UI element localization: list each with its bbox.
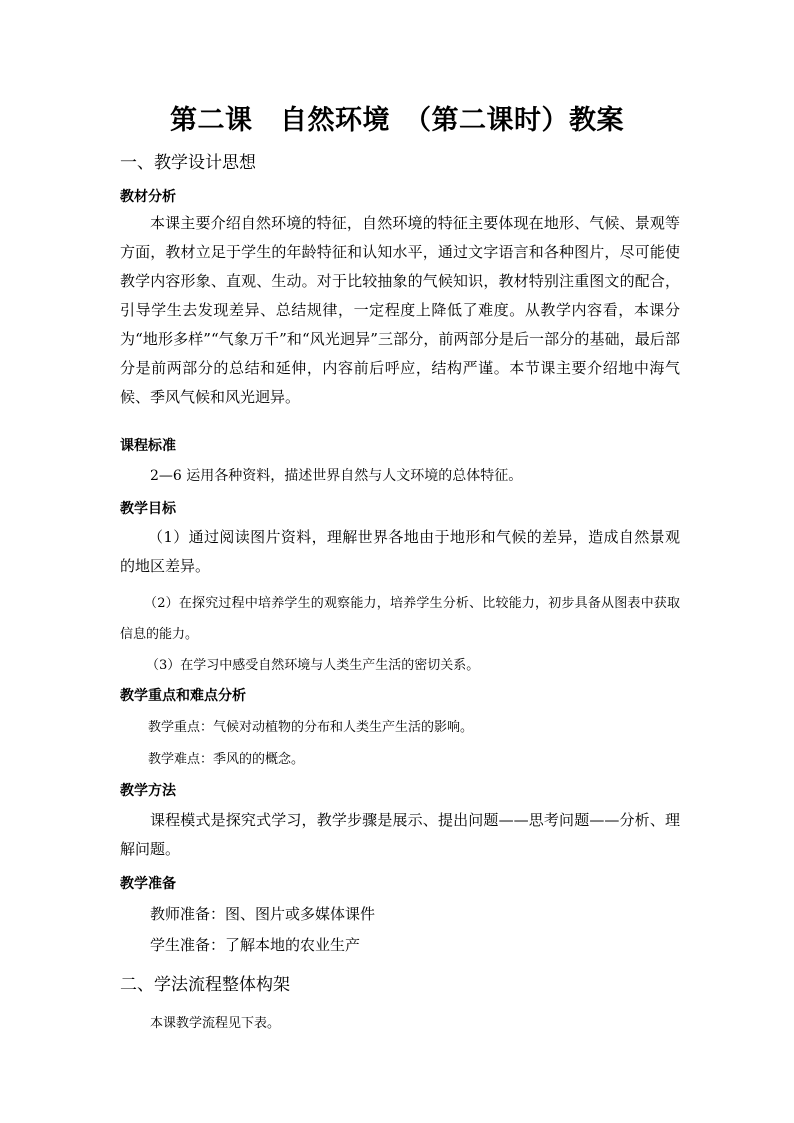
goal-2: （2）在探究过程中培养学生的观察能力，培养学生分析、比较能力，初步具备从图表中获取信息的能力。 (120, 596, 680, 642)
heading-teaching-goals: 教学目标 (120, 501, 176, 517)
section-heading-design: 一、教学设计思想 (120, 153, 256, 173)
curriculum-standard-text: 2—6 运用各种资料，描述世界自然与人文环境的总体特征。 (150, 468, 523, 484)
section-heading-flow: 二、学法流程整体构架 (120, 975, 290, 995)
page-title: 第二课 自然环境 （第二课时）教案 (170, 105, 624, 136)
teaching-difficulty: 教学难点：季风的的概念。 (148, 752, 305, 767)
goal-1: （1）通过阅读图片资料，理解世界各地由于地形和气候的差异，造成自然景观的地区差异。 (120, 528, 680, 575)
heading-material-analysis: 教材分析 (120, 189, 176, 205)
goal-3: （3）在学习中感受自然环境与人类生产生活的密切关系。 (146, 658, 480, 673)
teaching-method-text: 课程模式是探究式学习，教学步骤是展示、提出问题——思考问题——分析、理解问题。 (120, 811, 680, 858)
heading-curriculum-standard: 课程标准 (120, 438, 176, 454)
heading-teaching-preparation: 教学准备 (120, 876, 176, 892)
teacher-preparation: 教师准备：图、图片或多媒体课件 (150, 905, 376, 923)
heading-teaching-method: 教学方法 (120, 783, 176, 799)
heading-keypoints: 教学重点和难点分析 (120, 688, 246, 704)
flow-text: 本课教学流程见下表。 (150, 1016, 281, 1031)
student-preparation: 学生准备：了解本地的农业生产 (150, 936, 361, 954)
teaching-keypoint: 教学重点：气候对动植物的分布和人类生产生活的影响。 (148, 720, 474, 735)
material-analysis-paragraph: 本课主要介绍自然环境的特征，自然环境的特征主要体现在地形、气候、景观等方面，教材立足于学生的年龄特征和认知水平，通过文字语言和各种图片，尽可能使教学内容形象、直观、生动。对于比较抽象的气候知识，教材特别注重图文的配合，引导学生去发现差异、总结规律，一定程度上降低了难度。从教学内容看，本课分为“地形多样”“气象万千”和“风光迥异”三部分，前两部分是后一部分的基础，最后部分是前两部分的总结和延伸，内容前后呼应，结构严谨。本节课主要介绍地中海气候、季风气候和风光迥异。 (120, 214, 680, 406)
